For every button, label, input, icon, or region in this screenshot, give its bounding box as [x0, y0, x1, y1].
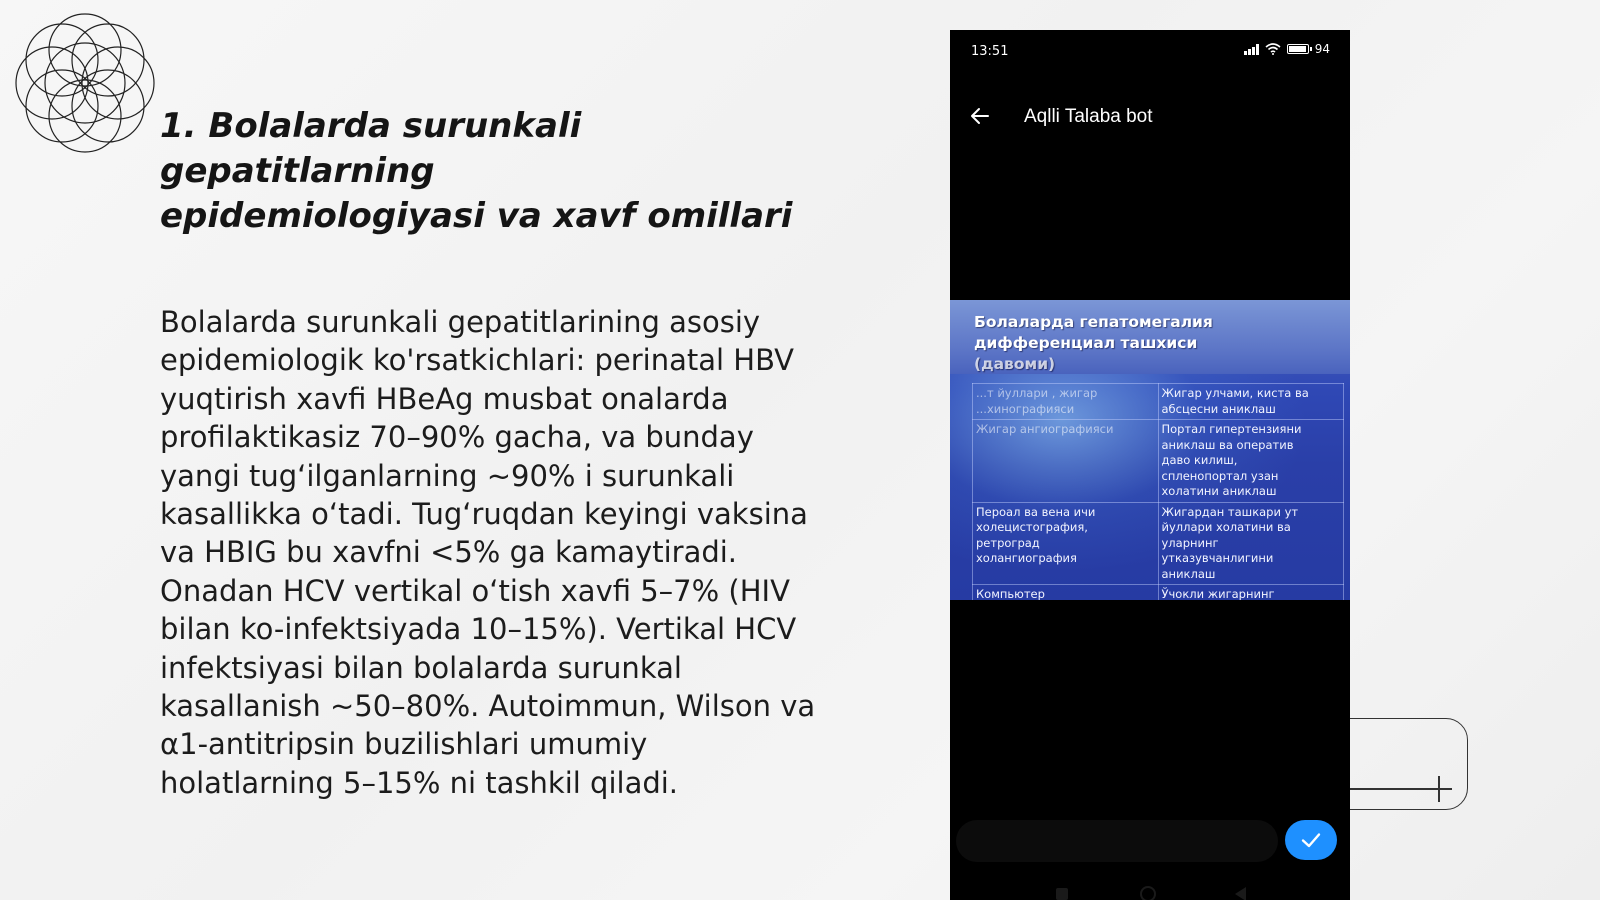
recents-icon[interactable]: [1056, 888, 1068, 900]
image-table-cell-line: ...т йуллари , жигар: [976, 386, 1098, 400]
image-table-cell-right: [1158, 384, 1344, 420]
body-line: yangi tugʻilganlarning ~90% i surunkali: [160, 458, 735, 493]
wifi-icon: [1265, 43, 1281, 55]
image-table-cell-line: аниклаш: [1161, 566, 1216, 581]
slide-title: [160, 104, 860, 239]
image-title-line: Болаларда гепатомегалия: [974, 313, 1213, 331]
image-table-cell-left: [973, 384, 1159, 420]
image-table-cell-line: аниклаш ва оператив: [1161, 437, 1294, 452]
image-table-cell-line: спленопортал узан: [1161, 468, 1279, 483]
body-line: Onadan HCV vertikal oʻtish xavfi 5–7% (HIV: [160, 573, 790, 608]
body-line: infektsiyasi bilan bolalarda surunkal: [160, 650, 682, 685]
image-title-line: дифференциал ташхиси: [974, 334, 1198, 352]
image-table-cell-line: Портал гипертензияни: [1161, 422, 1302, 436]
battery-level: [1289, 46, 1306, 52]
signal-icon: [1244, 43, 1259, 55]
image-table-row: [973, 502, 1344, 585]
image-title-line: (давоми): [974, 355, 1056, 373]
chat-image-message[interactable]: [950, 300, 1350, 600]
body-line: holatlarning 5–15% ni tashkil qiladi.: [160, 765, 679, 800]
image-table-cell-line: Жигар улчами, киста ва: [1161, 386, 1309, 400]
image-table-cell-line: йуллари холатини ва: [1161, 520, 1291, 534]
body-line: va HBIG bu xavfni <5% ga kamaytiradi.: [160, 535, 738, 570]
image-table-cell-line: холецистография,: [976, 520, 1088, 534]
phone-screenshot: [950, 30, 1350, 900]
image-table: [972, 383, 1344, 600]
image-table-cell-line: Пероал ва вена ичи: [976, 504, 1096, 519]
image-table-cell-line: Жигар ангиографияси: [976, 422, 1114, 436]
message-input[interactable]: [956, 820, 1278, 862]
image-table-cell-line: Компьютер: [976, 587, 1045, 600]
body-line: epidemiologik ko'rsatkichlari: perinatal HBV: [160, 343, 794, 378]
image-title: [974, 312, 1334, 375]
slide-title-line: epidemiologiyasi va xavf omillari: [160, 196, 793, 236]
image-table-row: [973, 384, 1344, 420]
battery-icon: [1287, 44, 1309, 54]
image-table-cell-left: [973, 420, 1159, 503]
image-table-row: [973, 585, 1344, 601]
crosshair-icon-horizontal: [1426, 788, 1452, 790]
body-line: kasallanish ~50–80%. Autoimmun, Wilson va: [160, 689, 816, 724]
body-line: α1-antitripsin buzilishlari umumiy: [160, 727, 648, 762]
image-table-cell-line: даво килиш,: [1161, 453, 1238, 467]
battery-percent: 94: [1314, 42, 1330, 56]
status-bar: [950, 30, 1350, 72]
image-table-cell-line: утказувчанлигини: [1161, 551, 1274, 565]
interlaced-circles-logo: [10, 8, 160, 158]
chat-header: [950, 96, 1350, 142]
home-icon[interactable]: [1140, 886, 1156, 900]
body-line: kasallikka oʻtadi. Tugʻruqdan keyingi vaksina: [160, 497, 808, 532]
body-line: profilaktikasiz 70–90% gacha, va bunday: [160, 420, 754, 455]
system-nav-bar: [950, 876, 1350, 900]
body-line: Bolalarda surunkali gepatitlarining asosiy: [160, 305, 761, 339]
slide-body-text: [160, 303, 850, 802]
body-line: bilan ko-infektsiyada 10–15%). Vertikal HCV: [160, 612, 797, 647]
arrow-left-icon[interactable]: [968, 104, 992, 128]
send-button[interactable]: [1285, 820, 1337, 860]
image-table-cell-line: ретроград: [976, 535, 1040, 550]
image-table-cell-line: уларнинг: [1161, 535, 1219, 550]
checkmark-icon: [1299, 828, 1323, 852]
slide-title-line: 1. Bolalarda surunkali gepatitlarning: [160, 106, 582, 191]
body-line: yuqtirish xavfi HBeAg musbat onalarda: [160, 381, 729, 416]
image-table-cell-line: абсцесни аниклаш: [1161, 401, 1276, 416]
image-table-cell-left: [973, 502, 1159, 585]
image-table-cell-right: [1158, 420, 1344, 503]
image-table-cell-line: ...хинографияси: [976, 401, 1075, 416]
image-table-cell-right: [1158, 585, 1344, 601]
image-table-cell-right: [1158, 502, 1344, 585]
image-table-cell-left: [973, 585, 1159, 601]
image-table-cell-line: холангиография: [976, 551, 1077, 565]
image-table-cell-line: Жигардан ташкари ут: [1161, 504, 1299, 519]
status-icons: [1244, 42, 1330, 56]
chat-title: Aqlli Talaba bot: [1024, 106, 1153, 127]
image-table-cell-line: Ўчокли жигарнинг: [1161, 587, 1275, 600]
nav-back-icon[interactable]: [1235, 887, 1246, 900]
status-time: 13:51: [971, 44, 1009, 59]
image-table-row: [973, 420, 1344, 503]
image-table-cell-line: холатини аниклаш: [1161, 484, 1277, 498]
